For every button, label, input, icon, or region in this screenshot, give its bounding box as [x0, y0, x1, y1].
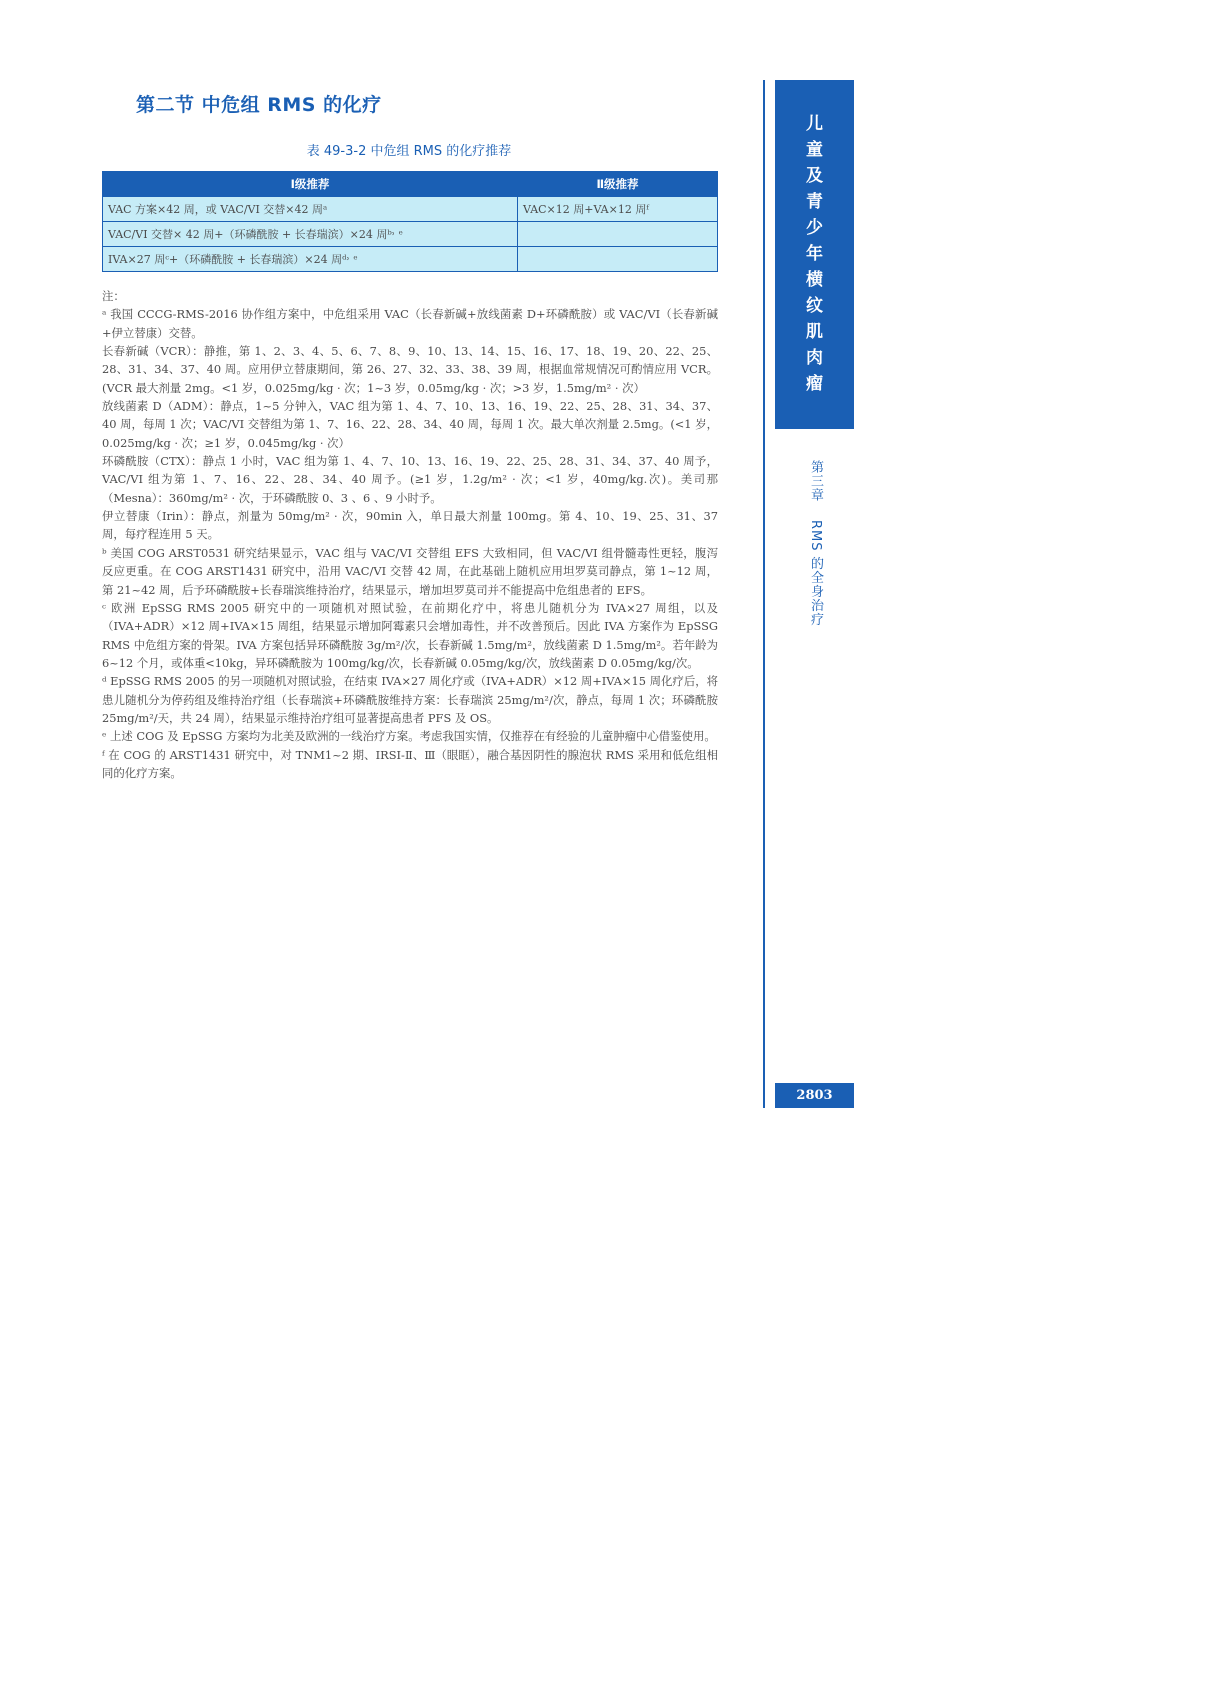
side-title-char: 青	[806, 192, 823, 212]
header-level-1: Ⅰ级推荐	[103, 172, 518, 197]
note-d: ᵈ EpSSG RMS 2005 的另一项随机对照试验，在结束 IVA×27 周化疗或（IVA+ADR）×12 周+IVA×15 周化疗后，将患儿随机分为停药组及维持治疗组（长春瑞滨+环磷酰胺维持方案：长春瑞滨 25mg/m²/次，静点，每周 1 次；环磷酰胺 25mg/m²/天，共 24 周），结果显示维持治疗组可显著提高患者 PFS 及 OS。	[102, 674, 718, 725]
side-title-char: 及	[806, 166, 823, 186]
table-header-row	[103, 172, 718, 197]
side-title-char: 肌	[806, 322, 823, 342]
note-a: ᵃ 我国 CCCG-RMS-2016 协作组方案中，中危组采用 VAC（长春新碱+放线菌素 D+环磷酰胺）或 VAC/VI（长春新碱+伊立替康）交替。	[102, 307, 718, 340]
side-title-char: 瘤	[806, 374, 823, 394]
table-row	[103, 247, 718, 272]
table-caption: 表 49-3-2 中危组 RMS 的化疗推荐	[306, 144, 512, 159]
note-b: ᵇ 美国 COG ARST0531 研究结果显示，VAC 组与 VAC/VI 交替组 EFS 大致相同，但 VAC/VI 组骨髓毒性更轻，腹泻反应更重。在 COG ARST1431 研究中，沿用 VAC/VI 交替 42 周，在此基础上随机应用坦罗莫司静点，第 1~12 周，第 21~42 周，后予环磷酰胺+长春瑞滨维持治疗，结果显示，增加坦罗莫司并不能提高中危组患者的 EFS。	[102, 545, 718, 597]
table-notes	[102, 287, 718, 782]
note-e: ᵉ 上述 COG 及 EpSSG 方案均为北美及欧洲的一线治疗方案。考虑我国实情，仅推荐在有经验的儿童肿瘤中心借鉴使用。	[102, 729, 716, 744]
side-title-char: 纹	[806, 296, 823, 316]
note-adm: 放线菌素 D（ADM）：静点，1~5 分钟入，VAC 组为第 1、4、7、10、13、16、19、22、25、28、31、34、37、40 周，每周 1 次；VAC/VI 交替组为第 1、7、16、22、28、34、40 周，每周 1 次。最大单次剂量 2.5mg。(<1 岁，0.025mg/kg · 次；≥1 岁，0.045mg/kg · 次）	[102, 399, 718, 450]
side-title-char: 儿	[806, 114, 823, 134]
page-number: 2803	[775, 1083, 854, 1108]
side-divider	[763, 80, 765, 1108]
notes-label: 注：	[102, 289, 125, 303]
table-cell: VAC/VI 交替× 42 周+（环磷酰胺 + 长春瑞滨）×24 周ᵇ˒ ᵉ	[103, 222, 518, 247]
side-title-char: 横	[806, 270, 823, 290]
table-cell	[518, 247, 718, 272]
note-vcr: 长春新碱（VCR）：静推，第 1、2、3、4、5、6、7、8、9、10、13、14、15、16、17、18、19、20、22、25、28、31、34、37、40 周。应用伊立替康期间，第 26、27、32、33、38、39 周，根据血常规情况可酌情应用 VCR。(VCR 最大剂量 2mg。<1 岁，0.025mg/kg · 次；1~3 岁，0.05mg/kg · 次；>3 岁，1.5mg/m² · 次）	[102, 344, 718, 395]
section-title: 第二节 中危组 RMS 的化疗	[136, 94, 382, 116]
note-ctx: 环磷酰胺（CTX）：静点 1 小时，VAC 组为第 1、4、7、10、13、16、19、22、25、28、31、34、37、40 周予，VAC/VI 组为第 1、7、16、22、28、34、40 周予。(≥1 岁，1.2g/m² · 次；<1 岁，40mg/kg.次)。美司那（Mesna）：360mg/m² · 次，于环磷酰胺 0、3 、6 、9 小时予。	[102, 454, 718, 505]
table-cell: VAC×12 周+VA×12 周ᶠ	[518, 197, 718, 222]
header-level-2: Ⅱ级推荐	[518, 172, 718, 197]
side-title-char: 肉	[806, 348, 823, 368]
note-f: ᶠ 在 COG 的 ARST1431 研究中，对 TNM1~2 期、IRSI-Ⅱ、Ⅲ（眼眶），融合基因阴性的腺泡状 RMS 采用和低危组相同的化疗方案。	[102, 747, 718, 780]
chapter-label: 第三章	[808, 460, 823, 502]
side-title-char: 年	[806, 244, 823, 264]
table-cell	[518, 222, 718, 247]
table-cell: VAC 方案×42 周，或 VAC/VI 交替×42 周ᵃ	[103, 197, 518, 222]
table-row	[103, 197, 718, 222]
side-title-panel	[775, 80, 854, 429]
table-cell: IVA×27 周ᶜ+（环磷酰胺 + 长春瑞滨）×24 周ᵈ˒ ᵉ	[103, 247, 518, 272]
note-c: ᶜ 欧洲 EpSSG RMS 2005 研究中的一项随机对照试验，在前期化疗中，将患儿随机分为 IVA×27 周组，以及（IVA+ADR）×12 周+IVA×15 周组，结果显示增加阿霉素只会增加毒性，并不改善预后。因此 IVA 方案作为 EpSSG RMS 中危组方案的骨架。IVA 方案包括异环磷酰胺 3g/m²/次，长春新碱 1.5mg/m²，放线菌素 D 1.5mg/m²。若年龄为 6~12 个月，或体重<10kg，异环磷酰胺为 100mg/kg/次，长春新碱 0.05mg/kg/次，放线菌素 D 0.05mg/kg/次。	[102, 600, 718, 670]
table-row	[103, 222, 718, 247]
recommendation-table	[102, 171, 718, 272]
side-title-char: 少	[806, 218, 823, 238]
chapter-title: RMS 的全身治疗	[808, 520, 823, 627]
side-title-char: 童	[806, 140, 823, 160]
note-irin: 伊立替康（Irin）：静点，剂量为 50mg/m² · 次，90min 入，单日最大剂量 100mg。第 4、10、19、25、31、37 周，每疗程连用 5 天。	[102, 509, 718, 542]
